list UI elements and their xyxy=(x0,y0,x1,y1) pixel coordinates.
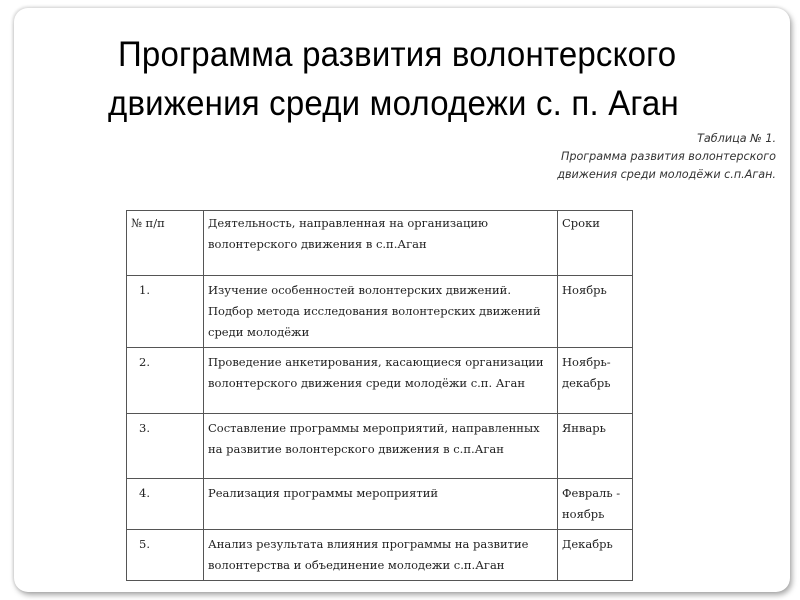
cell-activity: Составление программы мероприятий, направленных на развитие волонтерского движения в с.п.Аган xyxy=(204,414,558,479)
cell-num: 1. xyxy=(127,276,204,348)
table-row xyxy=(127,479,633,530)
header-activity: Деятельность, направленная на организацию волонтерского движения в с.п.Аган xyxy=(204,211,558,276)
table-row xyxy=(127,348,633,414)
cell-activity: Анализ результата влияния программы на развитие волонтерства и объединение молодежи с.п.Аган xyxy=(204,530,558,581)
cell-num: 4. xyxy=(127,479,204,530)
cell-terms: Февраль - ноябрь xyxy=(558,479,633,530)
cell-num: 3. xyxy=(127,414,204,479)
cell-num: 5. xyxy=(127,530,204,581)
caption-line-3: движения среди молодёжи с.п.Аган. xyxy=(557,168,776,181)
program-table xyxy=(126,210,633,581)
cell-num: 2. xyxy=(127,348,204,414)
table-caption xyxy=(416,130,776,184)
caption-line-1: Таблица № 1. xyxy=(697,132,776,145)
title-line-2: движения среди молодежи с. п. Аган xyxy=(108,83,679,123)
cell-activity: Изучение особенностей волонтерских движений. Подбор метода исследования волонтерских движений среди молодёжи xyxy=(204,276,558,348)
cell-terms: Ноябрь xyxy=(558,276,633,348)
cell-terms: Ноябрь-декабрь xyxy=(558,348,633,414)
cell-terms: Январь xyxy=(558,414,633,479)
caption-line-2: Программа развития волонтерского xyxy=(560,150,776,163)
table-row xyxy=(127,414,633,479)
cell-activity: Реализация программы мероприятий xyxy=(204,479,558,530)
slide-title xyxy=(60,30,760,128)
header-terms: Сроки xyxy=(558,211,633,276)
table-header-row xyxy=(127,211,633,276)
table-row xyxy=(127,530,633,581)
cell-terms: Декабрь xyxy=(558,530,633,581)
table-row xyxy=(127,276,633,348)
cell-activity: Проведение анкетирования, касающиеся организации волонтерского движения среди молодёжи с.п. Аган xyxy=(204,348,558,414)
header-num: № п/п xyxy=(127,211,204,276)
title-line-1: Программа развития волонтерского xyxy=(118,34,677,74)
